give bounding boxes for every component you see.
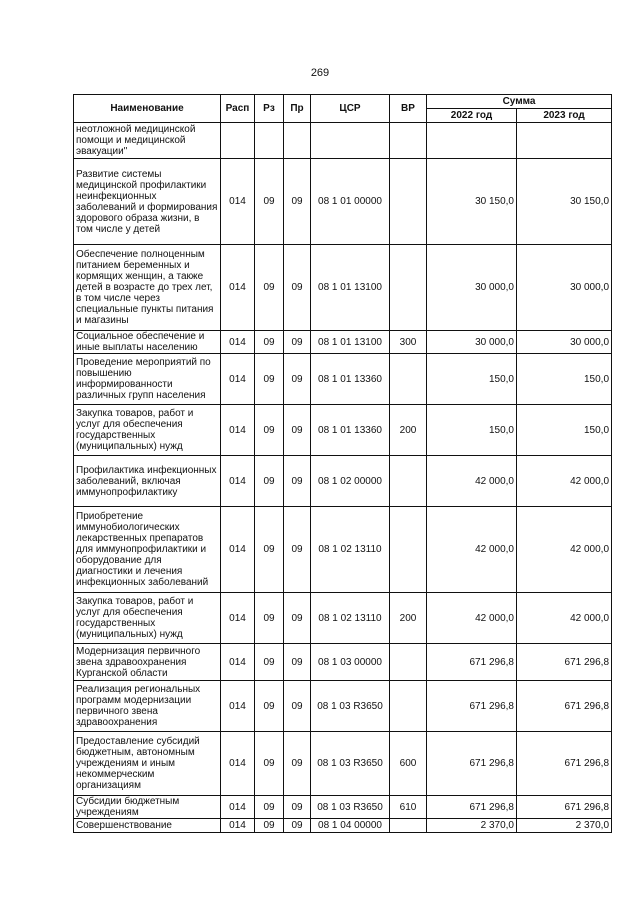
row-pr: 09 (284, 681, 311, 732)
row-sum-2023: 30 000,0 (517, 331, 612, 354)
row-csr: 08 1 01 13100 (311, 245, 390, 331)
row-rz: 09 (255, 456, 284, 507)
row-csr: 08 1 02 13110 (311, 507, 390, 593)
row-vr (390, 644, 427, 681)
row-rasp: 014 (221, 593, 255, 644)
row-pr: 09 (284, 644, 311, 681)
row-rasp: 014 (221, 732, 255, 796)
row-rz (255, 123, 284, 159)
row-csr: 08 1 03 R3650 (311, 796, 390, 819)
row-rz: 09 (255, 405, 284, 456)
row-sum-2023: 30 150,0 (517, 159, 612, 245)
row-vr: 200 (390, 405, 427, 456)
row-vr: 600 (390, 732, 427, 796)
row-csr: 08 1 01 00000 (311, 159, 390, 245)
table-row (74, 245, 612, 331)
table-row (74, 644, 612, 681)
row-pr: 09 (284, 819, 311, 833)
row-sum-2023: 671 296,8 (517, 681, 612, 732)
row-vr (390, 456, 427, 507)
row-pr: 09 (284, 245, 311, 331)
row-name: Предоставление субсидий бюджетным, автономным учреждениям и иным некоммерческим организациям (74, 732, 221, 796)
page-number: 269 (310, 67, 330, 79)
row-rasp: 014 (221, 796, 255, 819)
header-sum: Сумма (427, 95, 612, 109)
row-pr (284, 123, 311, 159)
row-rz: 09 (255, 354, 284, 405)
row-sum-2023: 42 000,0 (517, 456, 612, 507)
row-sum-2022: 671 296,8 (427, 681, 517, 732)
row-csr: 08 1 03 R3650 (311, 681, 390, 732)
row-sum-2022: 150,0 (427, 354, 517, 405)
row-sum-2023: 671 296,8 (517, 796, 612, 819)
row-rz: 09 (255, 331, 284, 354)
row-rasp: 014 (221, 681, 255, 732)
table-row (74, 681, 612, 732)
row-csr: 08 1 03 00000 (311, 644, 390, 681)
row-sum-2022: 671 296,8 (427, 732, 517, 796)
row-sum-2022: 42 000,0 (427, 593, 517, 644)
row-sum-2022: 30 000,0 (427, 331, 517, 354)
row-csr: 08 1 02 13110 (311, 593, 390, 644)
row-rasp: 014 (221, 245, 255, 331)
row-rz: 09 (255, 507, 284, 593)
row-rz: 09 (255, 245, 284, 331)
row-vr (390, 681, 427, 732)
row-vr: 200 (390, 593, 427, 644)
table-row (74, 123, 612, 159)
table-header (74, 95, 612, 123)
row-csr: 08 1 01 13360 (311, 354, 390, 405)
row-vr: 610 (390, 796, 427, 819)
row-sum-2022: 30 150,0 (427, 159, 517, 245)
row-rz: 09 (255, 159, 284, 245)
table-row (74, 796, 612, 819)
row-sum-2023: 150,0 (517, 354, 612, 405)
row-pr: 09 (284, 456, 311, 507)
row-rasp: 014 (221, 456, 255, 507)
row-vr: 300 (390, 331, 427, 354)
row-rz: 09 (255, 593, 284, 644)
row-vr (390, 159, 427, 245)
row-rz: 09 (255, 732, 284, 796)
header-csr: ЦСР (311, 95, 390, 123)
row-rasp: 014 (221, 354, 255, 405)
header-name: Наименование (74, 95, 221, 123)
row-csr: 08 1 02 00000 (311, 456, 390, 507)
row-csr: 08 1 01 13100 (311, 331, 390, 354)
header-year-2022: 2022 год (427, 109, 517, 123)
row-csr: 08 1 01 13360 (311, 405, 390, 456)
row-name: Субсидии бюджетным учреждениям (74, 796, 221, 819)
row-name: Обеспечение полноценным питанием беременных и кормящих женщин, а также детей в возрасте до трех лет, в том числе через специальные пункты питания и магазины (74, 245, 221, 331)
row-pr: 09 (284, 354, 311, 405)
header-rz: Рз (255, 95, 284, 123)
table-row (74, 159, 612, 245)
row-vr (390, 354, 427, 405)
row-name: Проведение мероприятий по повышению информированности различных групп населения (74, 354, 221, 405)
row-rz: 09 (255, 644, 284, 681)
row-rz: 09 (255, 796, 284, 819)
header-rasp: Расп (221, 95, 255, 123)
row-vr (390, 245, 427, 331)
header-year-2023: 2023 год (517, 109, 612, 123)
row-rasp: 014 (221, 507, 255, 593)
row-name: Развитие системы медицинской профилактики неинфекционных заболеваний и формирования здорового образа жизни, в том числе у детей (74, 159, 221, 245)
budget-table (73, 94, 612, 833)
row-rasp: 014 (221, 331, 255, 354)
row-name: Модернизация первичного звена здравоохранения Курганской области (74, 644, 221, 681)
row-name: Совершенствование (74, 819, 221, 833)
row-rz: 09 (255, 681, 284, 732)
row-name: Реализация региональных программ модернизации первичного звена здравоохранения (74, 681, 221, 732)
row-sum-2022: 671 296,8 (427, 796, 517, 819)
row-sum-2022: 30 000,0 (427, 245, 517, 331)
row-pr: 09 (284, 593, 311, 644)
row-rasp: 014 (221, 159, 255, 245)
row-sum-2023: 30 000,0 (517, 245, 612, 331)
row-pr: 09 (284, 732, 311, 796)
row-vr (390, 507, 427, 593)
table-row (74, 732, 612, 796)
table-row (74, 405, 612, 456)
row-pr: 09 (284, 405, 311, 456)
row-name: неотложной медицинской помощи и медицинской эвакуации" (74, 123, 221, 159)
row-vr (390, 819, 427, 833)
table-row (74, 354, 612, 405)
row-sum-2022: 671 296,8 (427, 644, 517, 681)
row-sum-2023 (517, 123, 612, 159)
row-name: Профилактика инфекционных заболеваний, включая иммунопрофилактику (74, 456, 221, 507)
row-rasp: 014 (221, 644, 255, 681)
header-pr: Пр (284, 95, 311, 123)
table-row (74, 819, 612, 833)
row-sum-2022: 2 370,0 (427, 819, 517, 833)
row-sum-2022: 42 000,0 (427, 456, 517, 507)
row-pr: 09 (284, 507, 311, 593)
row-sum-2023: 671 296,8 (517, 644, 612, 681)
row-rasp: 014 (221, 819, 255, 833)
row-name: Закупка товаров, работ и услуг для обеспечения государственных (муниципальных) нужд (74, 405, 221, 456)
table-row (74, 456, 612, 507)
table-row (74, 331, 612, 354)
row-pr: 09 (284, 159, 311, 245)
table-body (74, 123, 612, 833)
row-name: Социальное обеспечение и иные выплаты населению (74, 331, 221, 354)
row-rasp (221, 123, 255, 159)
header-vr: ВР (390, 95, 427, 123)
row-sum-2023: 2 370,0 (517, 819, 612, 833)
row-sum-2023: 42 000,0 (517, 593, 612, 644)
row-sum-2023: 42 000,0 (517, 507, 612, 593)
row-vr (390, 123, 427, 159)
row-sum-2022: 42 000,0 (427, 507, 517, 593)
row-sum-2022: 150,0 (427, 405, 517, 456)
row-csr (311, 123, 390, 159)
row-sum-2023: 150,0 (517, 405, 612, 456)
row-pr: 09 (284, 796, 311, 819)
table-row (74, 507, 612, 593)
row-pr: 09 (284, 331, 311, 354)
row-name: Закупка товаров, работ и услуг для обеспечения государственных (муниципальных) нужд (74, 593, 221, 644)
row-csr: 08 1 04 00000 (311, 819, 390, 833)
row-rz: 09 (255, 819, 284, 833)
row-rasp: 014 (221, 405, 255, 456)
table-row (74, 593, 612, 644)
row-name: Приобретение иммунобиологических лекарственных препаратов для иммунопрофилактики и оборудование для диагностики и лечения инфекционных заболеваний (74, 507, 221, 593)
row-sum-2023: 671 296,8 (517, 732, 612, 796)
row-sum-2022 (427, 123, 517, 159)
row-csr: 08 1 03 R3650 (311, 732, 390, 796)
